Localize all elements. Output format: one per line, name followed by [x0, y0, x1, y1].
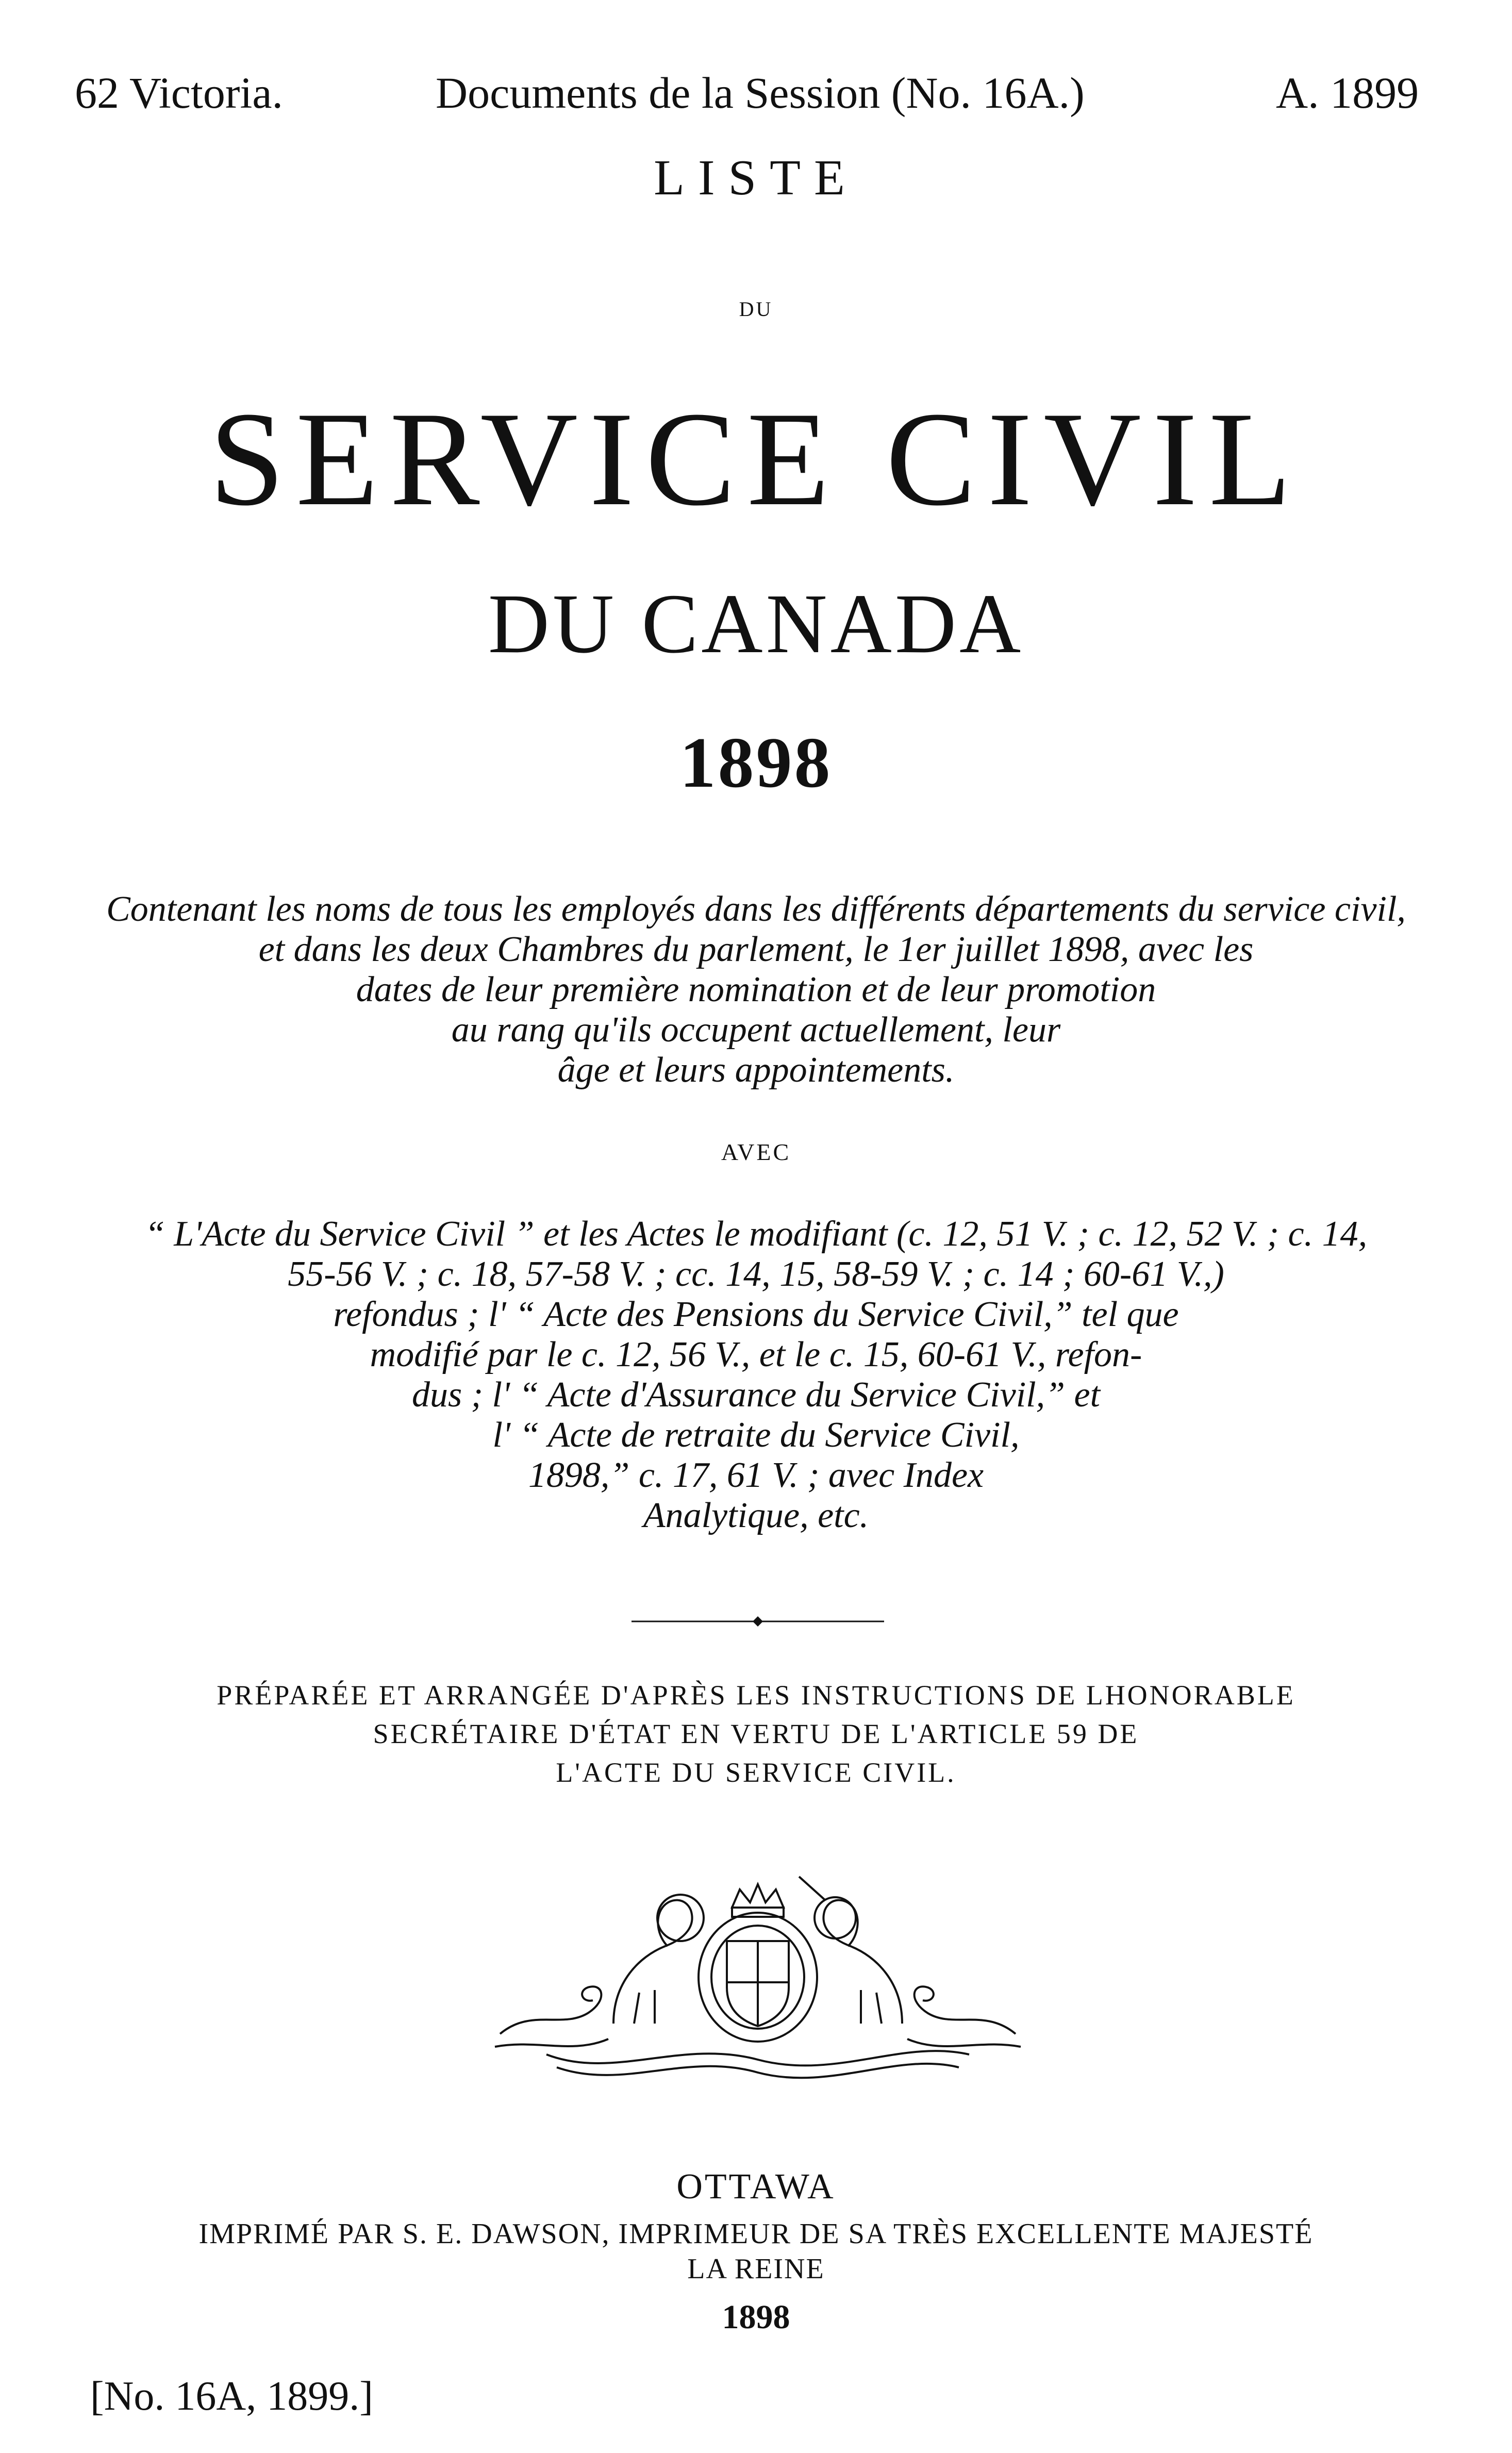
- imprint-city: OTTAWA: [676, 2167, 836, 2207]
- title-du: DU: [739, 297, 773, 321]
- imprint-printer-line-2: LA REINE: [687, 2253, 825, 2285]
- running-head-right: A. 1899: [1276, 68, 1419, 118]
- acts-line: refondus ; l' “ Acte des Pensions du Service Civil,” tel que: [333, 1295, 1179, 1334]
- acts-line: dus ; l' “ Acte d'Assurance du Service Civil,” et: [411, 1375, 1101, 1415]
- preparation-line: SECRÉTAIRE D'ÉTAT EN VERTU DE L'ARTICLE 59 DE: [373, 1718, 1139, 1749]
- acts-line: modifié par le c. 12, 56 V., et le c. 15, 60-61 V., refon-: [370, 1335, 1142, 1374]
- avec-label: AVEC: [721, 1139, 791, 1165]
- title-service-civil: SERVICE CIVIL: [209, 384, 1303, 534]
- title-du-canada: DU CANADA: [488, 576, 1024, 671]
- description-line: et dans les deux Chambres du parlement, le 1er juillet 1898, avec les: [258, 930, 1254, 969]
- acts-line: “ L'Acte du Service Civil ” et les Actes le modifiant (c. 12, 51 V. ; c. 12, 52 V. ; c. 14,: [144, 1214, 1368, 1254]
- acts-line: Analytique, etc.: [643, 1496, 869, 1535]
- title-year: 1898: [679, 723, 833, 803]
- acts-line: 1898,” c. 17, 61 V. ; avec Index: [528, 1455, 984, 1495]
- preparation-line: PRÉPARÉE ET ARRANGÉE D'APRÈS LES INSTRUCTIONS DE LHONORABLE: [217, 1680, 1295, 1711]
- description-line: Contenant les noms de tous les employés dans les différents départements du service civil,: [106, 889, 1406, 929]
- document-number: [No. 16A, 1899.]: [90, 2374, 373, 2419]
- title-liste: LISTE: [654, 150, 858, 206]
- description-line: dates de leur première nomination et de leur promotion: [356, 970, 1156, 1009]
- imprint-year: 1898: [722, 2298, 790, 2336]
- running-head-center: Documents de la Session (No. 16A.): [436, 68, 1085, 118]
- imprint-printer: IMPRIMÉ PAR S. E. DAWSON, IMPRIMEUR DE SA TRÈS EXCELLENTE MAJESTÉ: [198, 2218, 1314, 2250]
- description-line: âge et leurs appointements.: [557, 1050, 955, 1090]
- royal-coat-of-arms-icon: [485, 1869, 1031, 2085]
- acts-line: l' “ Acte de retraite du Service Civil,: [492, 1415, 1020, 1455]
- preparation-line: L'ACTE DU SERVICE CIVIL.: [556, 1757, 956, 1788]
- acts-line: 55-56 V. ; c. 18, 57-58 V. ; cc. 14, 15, 58-59 V. ; c. 14 ; 60-61 V.,): [288, 1254, 1224, 1294]
- ornament-separator-icon: [632, 1614, 884, 1629]
- running-head-left: 62 Victoria.: [75, 68, 284, 118]
- description-line: au rang qu'ils occupent actuellement, leur: [451, 1010, 1061, 1050]
